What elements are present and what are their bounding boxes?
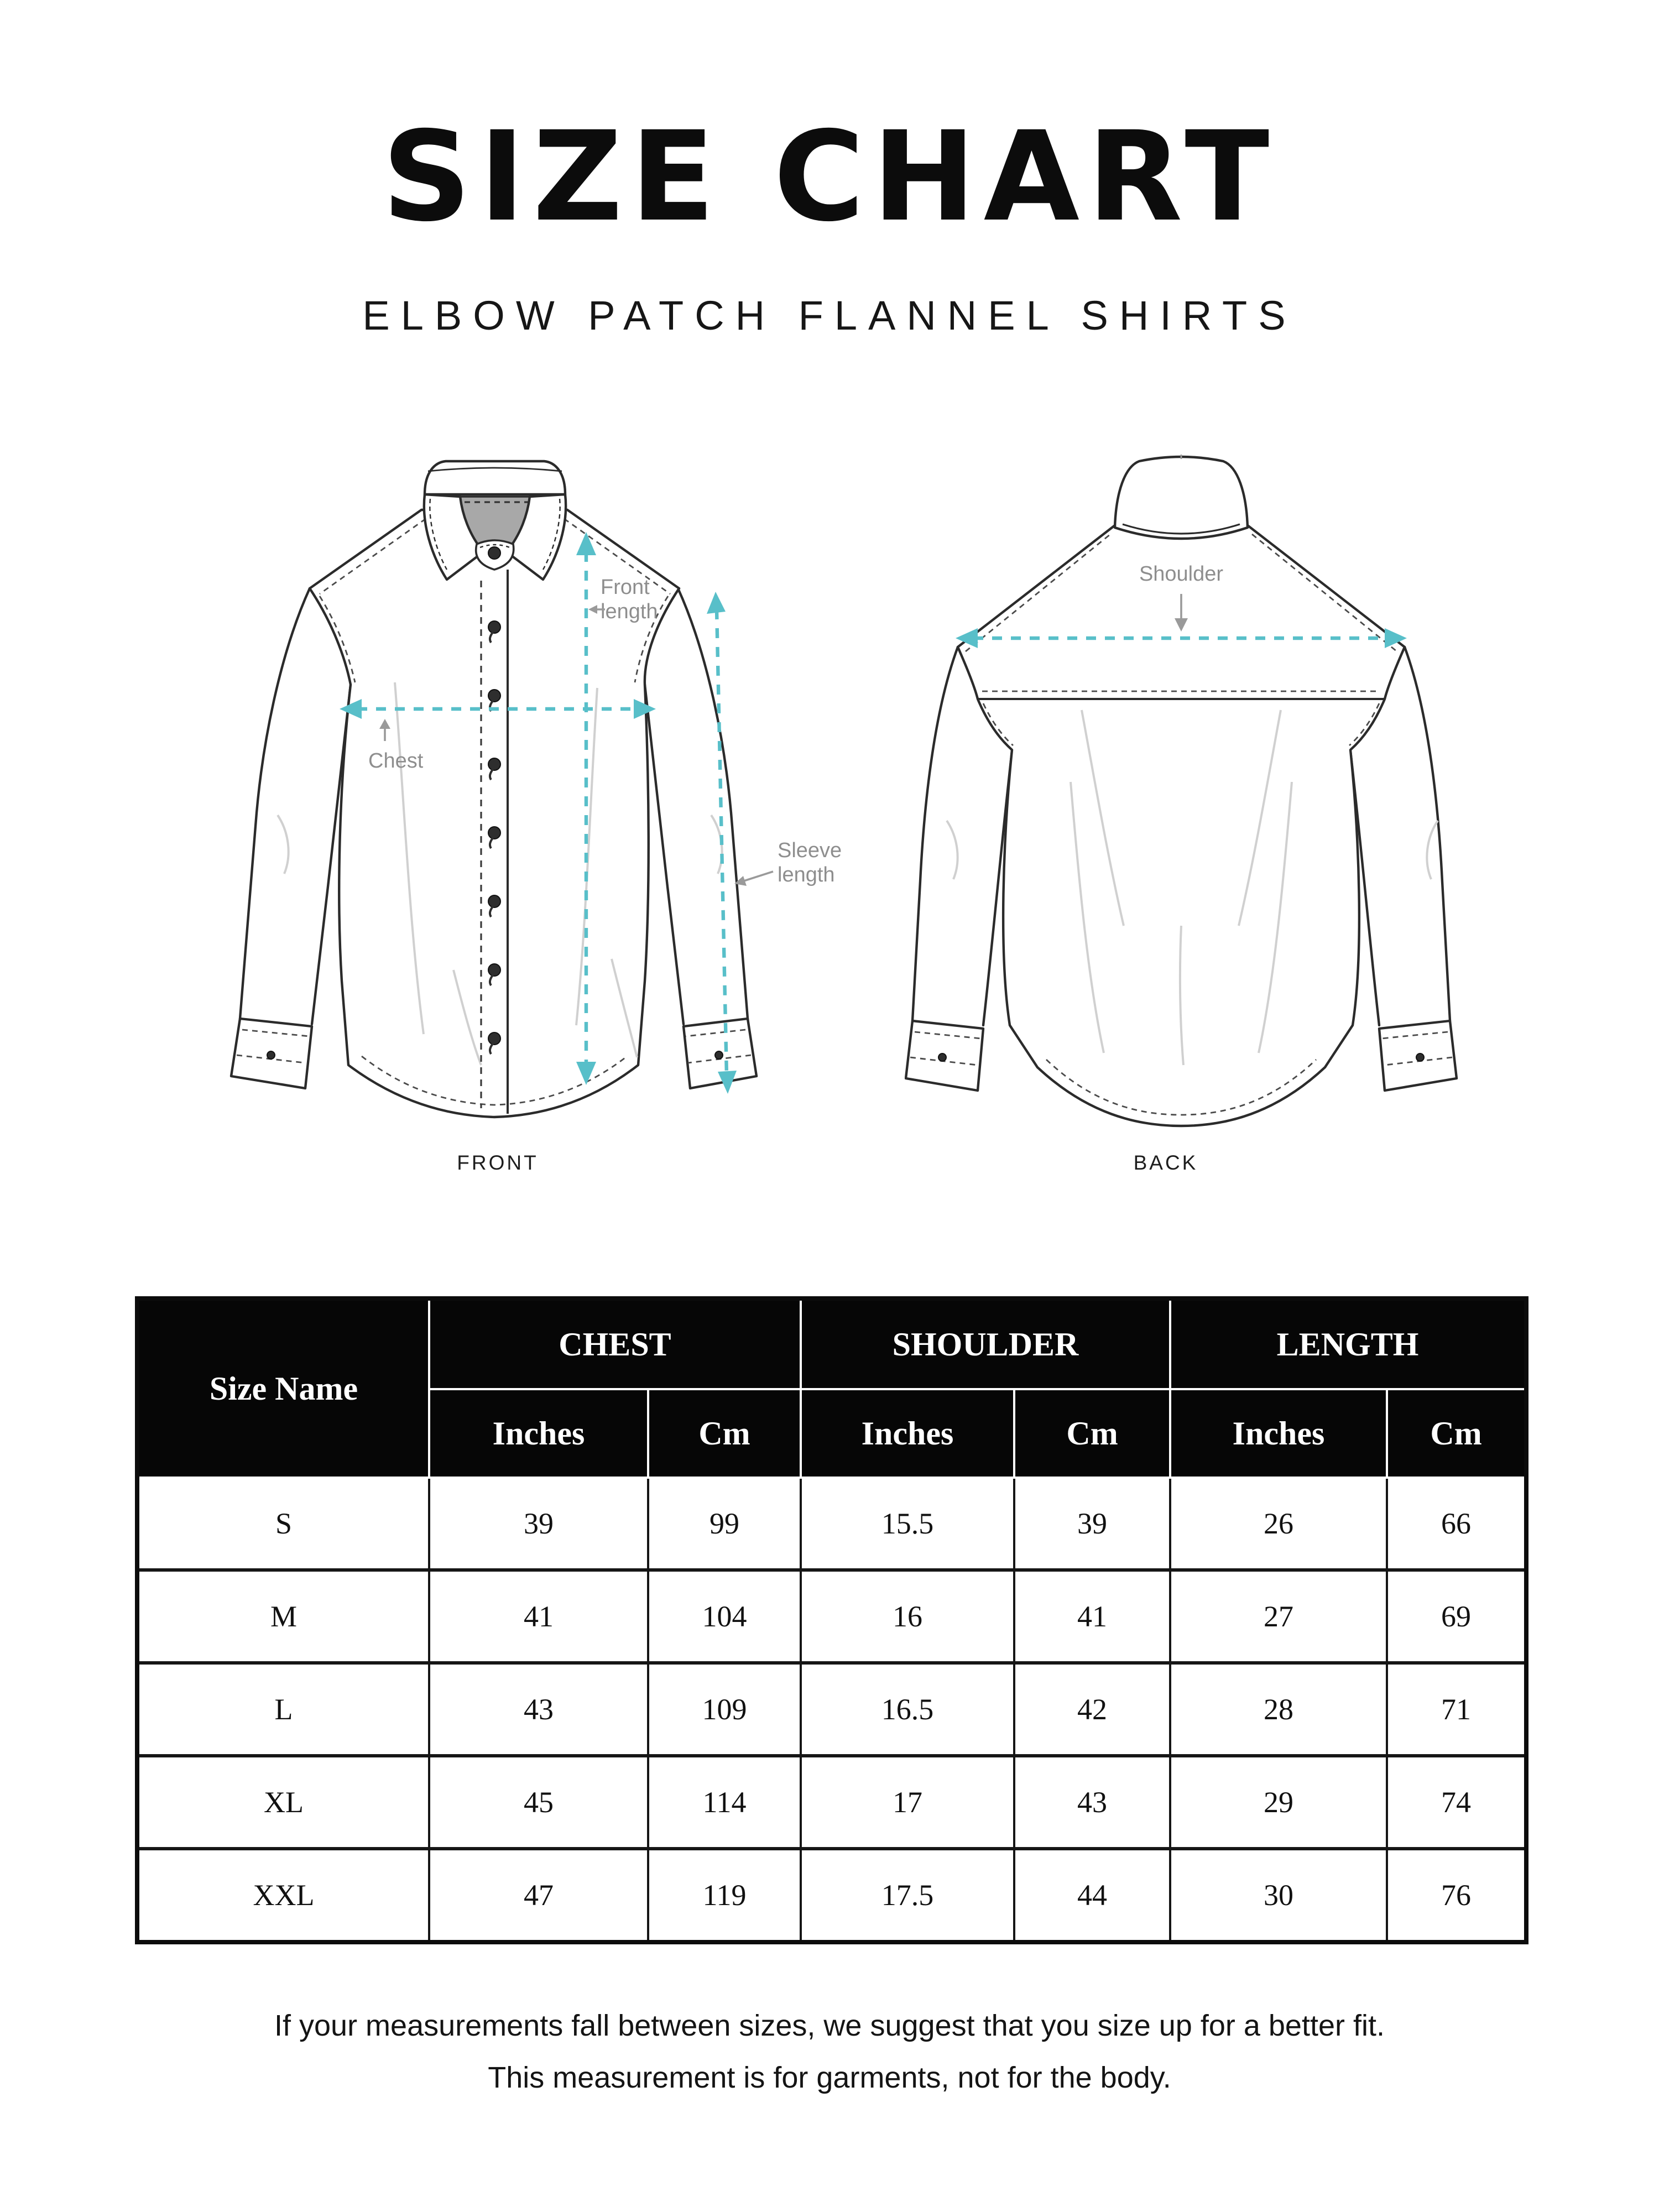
table-cell: 39 [1014,1478,1170,1570]
shoulder-group-header: SHOULDER [801,1298,1170,1389]
table-row-xxl [137,1849,1526,1942]
table-cell: 17 [801,1756,1014,1849]
table-row-l [137,1663,1526,1756]
table-cell: 114 [648,1756,801,1849]
length-group-header: LENGTH [1170,1298,1526,1389]
chest-label: Chest [368,749,424,773]
size-cell: M [137,1570,429,1663]
size-cell: XXL [137,1849,429,1942]
table-cell: 44 [1014,1849,1170,1942]
table-cell: 41 [429,1570,648,1663]
table-cell: 27 [1170,1570,1387,1663]
table-cell: 104 [648,1570,801,1663]
table-row-s [137,1478,1526,1570]
table-cell: 15.5 [801,1478,1014,1570]
chest-group-header: CHEST [429,1298,801,1389]
back-view-label: BACK [1133,1151,1198,1174]
table-cell: 16 [801,1570,1014,1663]
table-cell: 45 [429,1756,648,1849]
table-row-xl [137,1756,1526,1849]
table-cell: 69 [1387,1570,1526,1663]
size-table [135,1296,1528,1944]
size-cell: L [137,1663,429,1756]
table-cell: 43 [429,1663,648,1756]
table-cell: 28 [1170,1663,1387,1756]
front-length-label-line1: Front [601,576,650,599]
table-cell: 47 [429,1849,648,1942]
footer-note [0,2000,1659,2104]
table-cell: 16.5 [801,1663,1014,1756]
table-cell: 76 [1387,1849,1526,1942]
table-cell: 17.5 [801,1849,1014,1942]
shoulder-cm-header: Cm [1014,1389,1170,1478]
table-cell: 26 [1170,1478,1387,1570]
footer-line-2: This measurement is for garments, not for the body. [488,2061,1171,2094]
page-title: SIZE CHART [382,105,1277,249]
table-cell: 42 [1014,1663,1170,1756]
table-cell: 41 [1014,1570,1170,1663]
front-shirt-illustration [227,450,846,1158]
front-view-label: FRONT [457,1151,539,1174]
chest-cm-header: Cm [648,1389,801,1478]
table-row-m [137,1570,1526,1663]
table-cell: 99 [648,1478,801,1570]
sleeve-length-measure-line [717,609,727,1076]
table-cell: 119 [648,1849,801,1942]
page-subtitle: ELBOW PATCH FLANNEL SHIRTS [362,293,1297,338]
shoulder-inches-header: Inches [801,1389,1014,1478]
length-inches-header: Inches [1170,1389,1387,1478]
shoulder-label: Shoulder [1139,562,1224,586]
size-name-header: Size Name [137,1298,429,1478]
size-cell: S [137,1478,429,1570]
table-cell: 71 [1387,1663,1526,1756]
table-cell: 30 [1170,1849,1387,1942]
back-shirt-illustration [905,450,1480,1158]
table-cell: 39 [429,1478,648,1570]
sleeve-length-label-line2: length [778,863,835,886]
table-cell: 66 [1387,1478,1526,1570]
back-collar [1115,455,1248,539]
length-cm-header: Cm [1387,1389,1526,1478]
table-cell: 29 [1170,1756,1387,1849]
sleeve-length-label-line1: Sleeve [778,839,842,862]
front-length-label-line2: length [601,600,658,623]
table-cell: 109 [648,1663,801,1756]
table-cell: 74 [1387,1756,1526,1849]
footer-line-1: If your measurements fall between sizes, we suggest that you size up for a better fit. [274,2009,1385,2042]
front-collar [424,461,566,580]
size-cell: XL [137,1756,429,1849]
table-group-header-row [137,1298,1526,1389]
chest-inches-header: Inches [429,1389,648,1478]
table-cell: 43 [1014,1756,1170,1849]
